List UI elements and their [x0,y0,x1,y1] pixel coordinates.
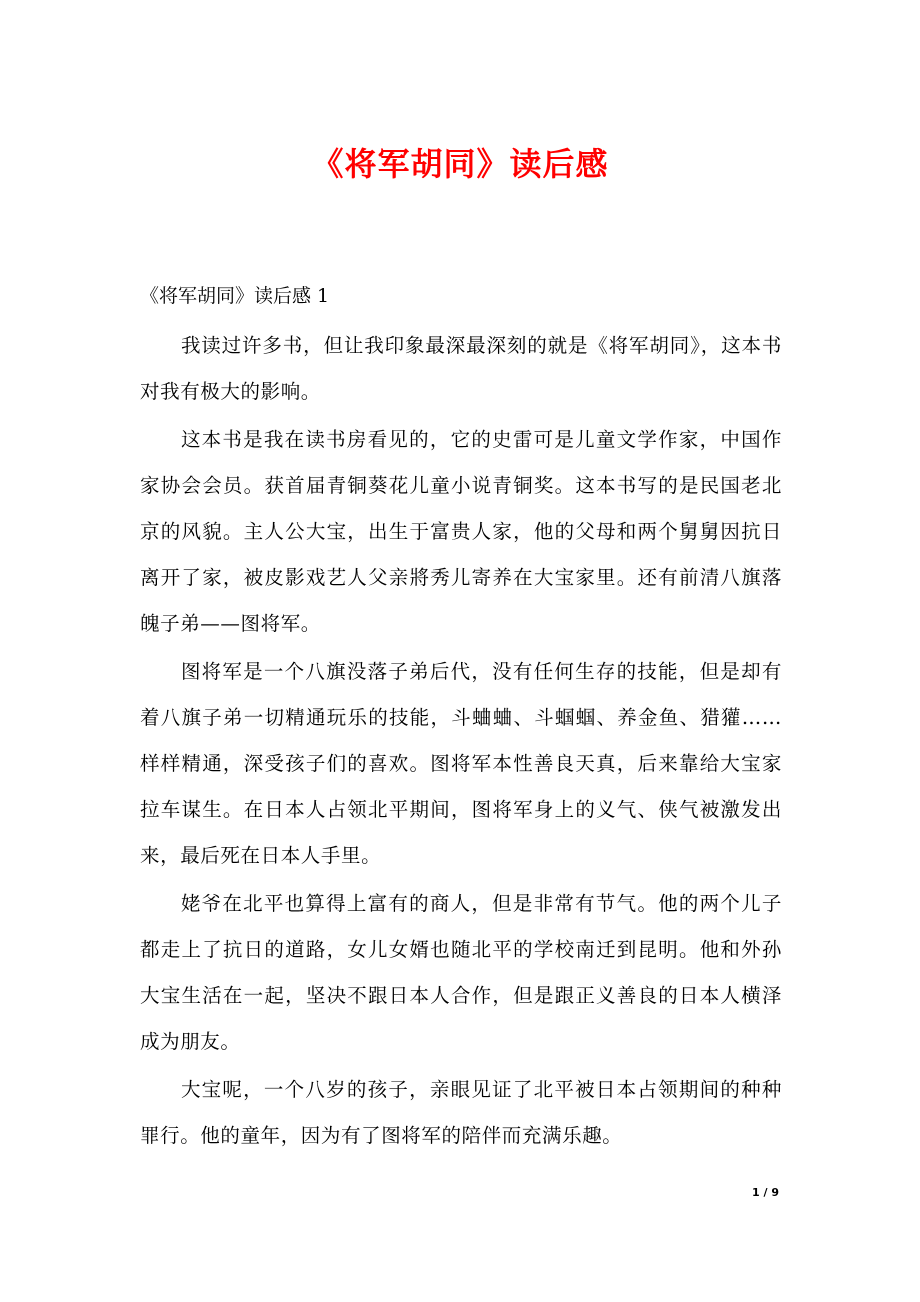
paragraph: 这本书是我在读书房看见的，它的史雷可是儿童文学作家，中国作家协会会员。获首届青铜葵花儿童小说青铜奖。这本书写的是民国老北京的风貌。主人公大宝，出生于富贵人家，他的父母和两个舅舅因抗日离开了家，被皮影戏艺人父亲將秀儿寄养在大宝家里。还有前清八旗落魄子弟——图将军。 [140,428,782,635]
paragraph: 大宝呢，一个八岁的孩子，亲眼见证了北平被日本占领期间的种种罪行。他的童年，因为有了图将军的陪伴而充满乐趣。 [140,1078,782,1147]
paragraph: 姥爷在北平也算得上富有的商人，但是非常有节气。他的两个儿子都走上了抗日的道路，女儿女婿也随北平的学校南迁到昆明。他和外孙大宝生活在一起，坚决不跟日本人合作，但是跟正义善良的日本人横泽成为朋友。 [140,892,782,1053]
paragraph: 图将军是一个八旗没落子弟后代，没有任何生存的技能，但是却有着八旗子弟一切精通玩乐的技能，斗蛐蛐、斗蝈蝈、养金鱼、猎獾……样样精通，深受孩子们的喜欢。图将军本性善良天真，后来靠给大宝家拉车谋生。在日本人占领北平期间，图将军身上的义气、侠气被激发出来，最后死在日本人手里。 [140,660,782,867]
document-body [140,273,782,1161]
section-heading: 《将军胡同》读后感 1 [140,285,330,307]
page-number: 1 / 9 [752,1186,779,1199]
document-title: 《将军胡同》读后感 [311,145,609,183]
paragraph: 我读过许多书，但让我印象最深最深刻的就是《将军胡同》，这本书对我有极大的影响。 [140,334,782,403]
